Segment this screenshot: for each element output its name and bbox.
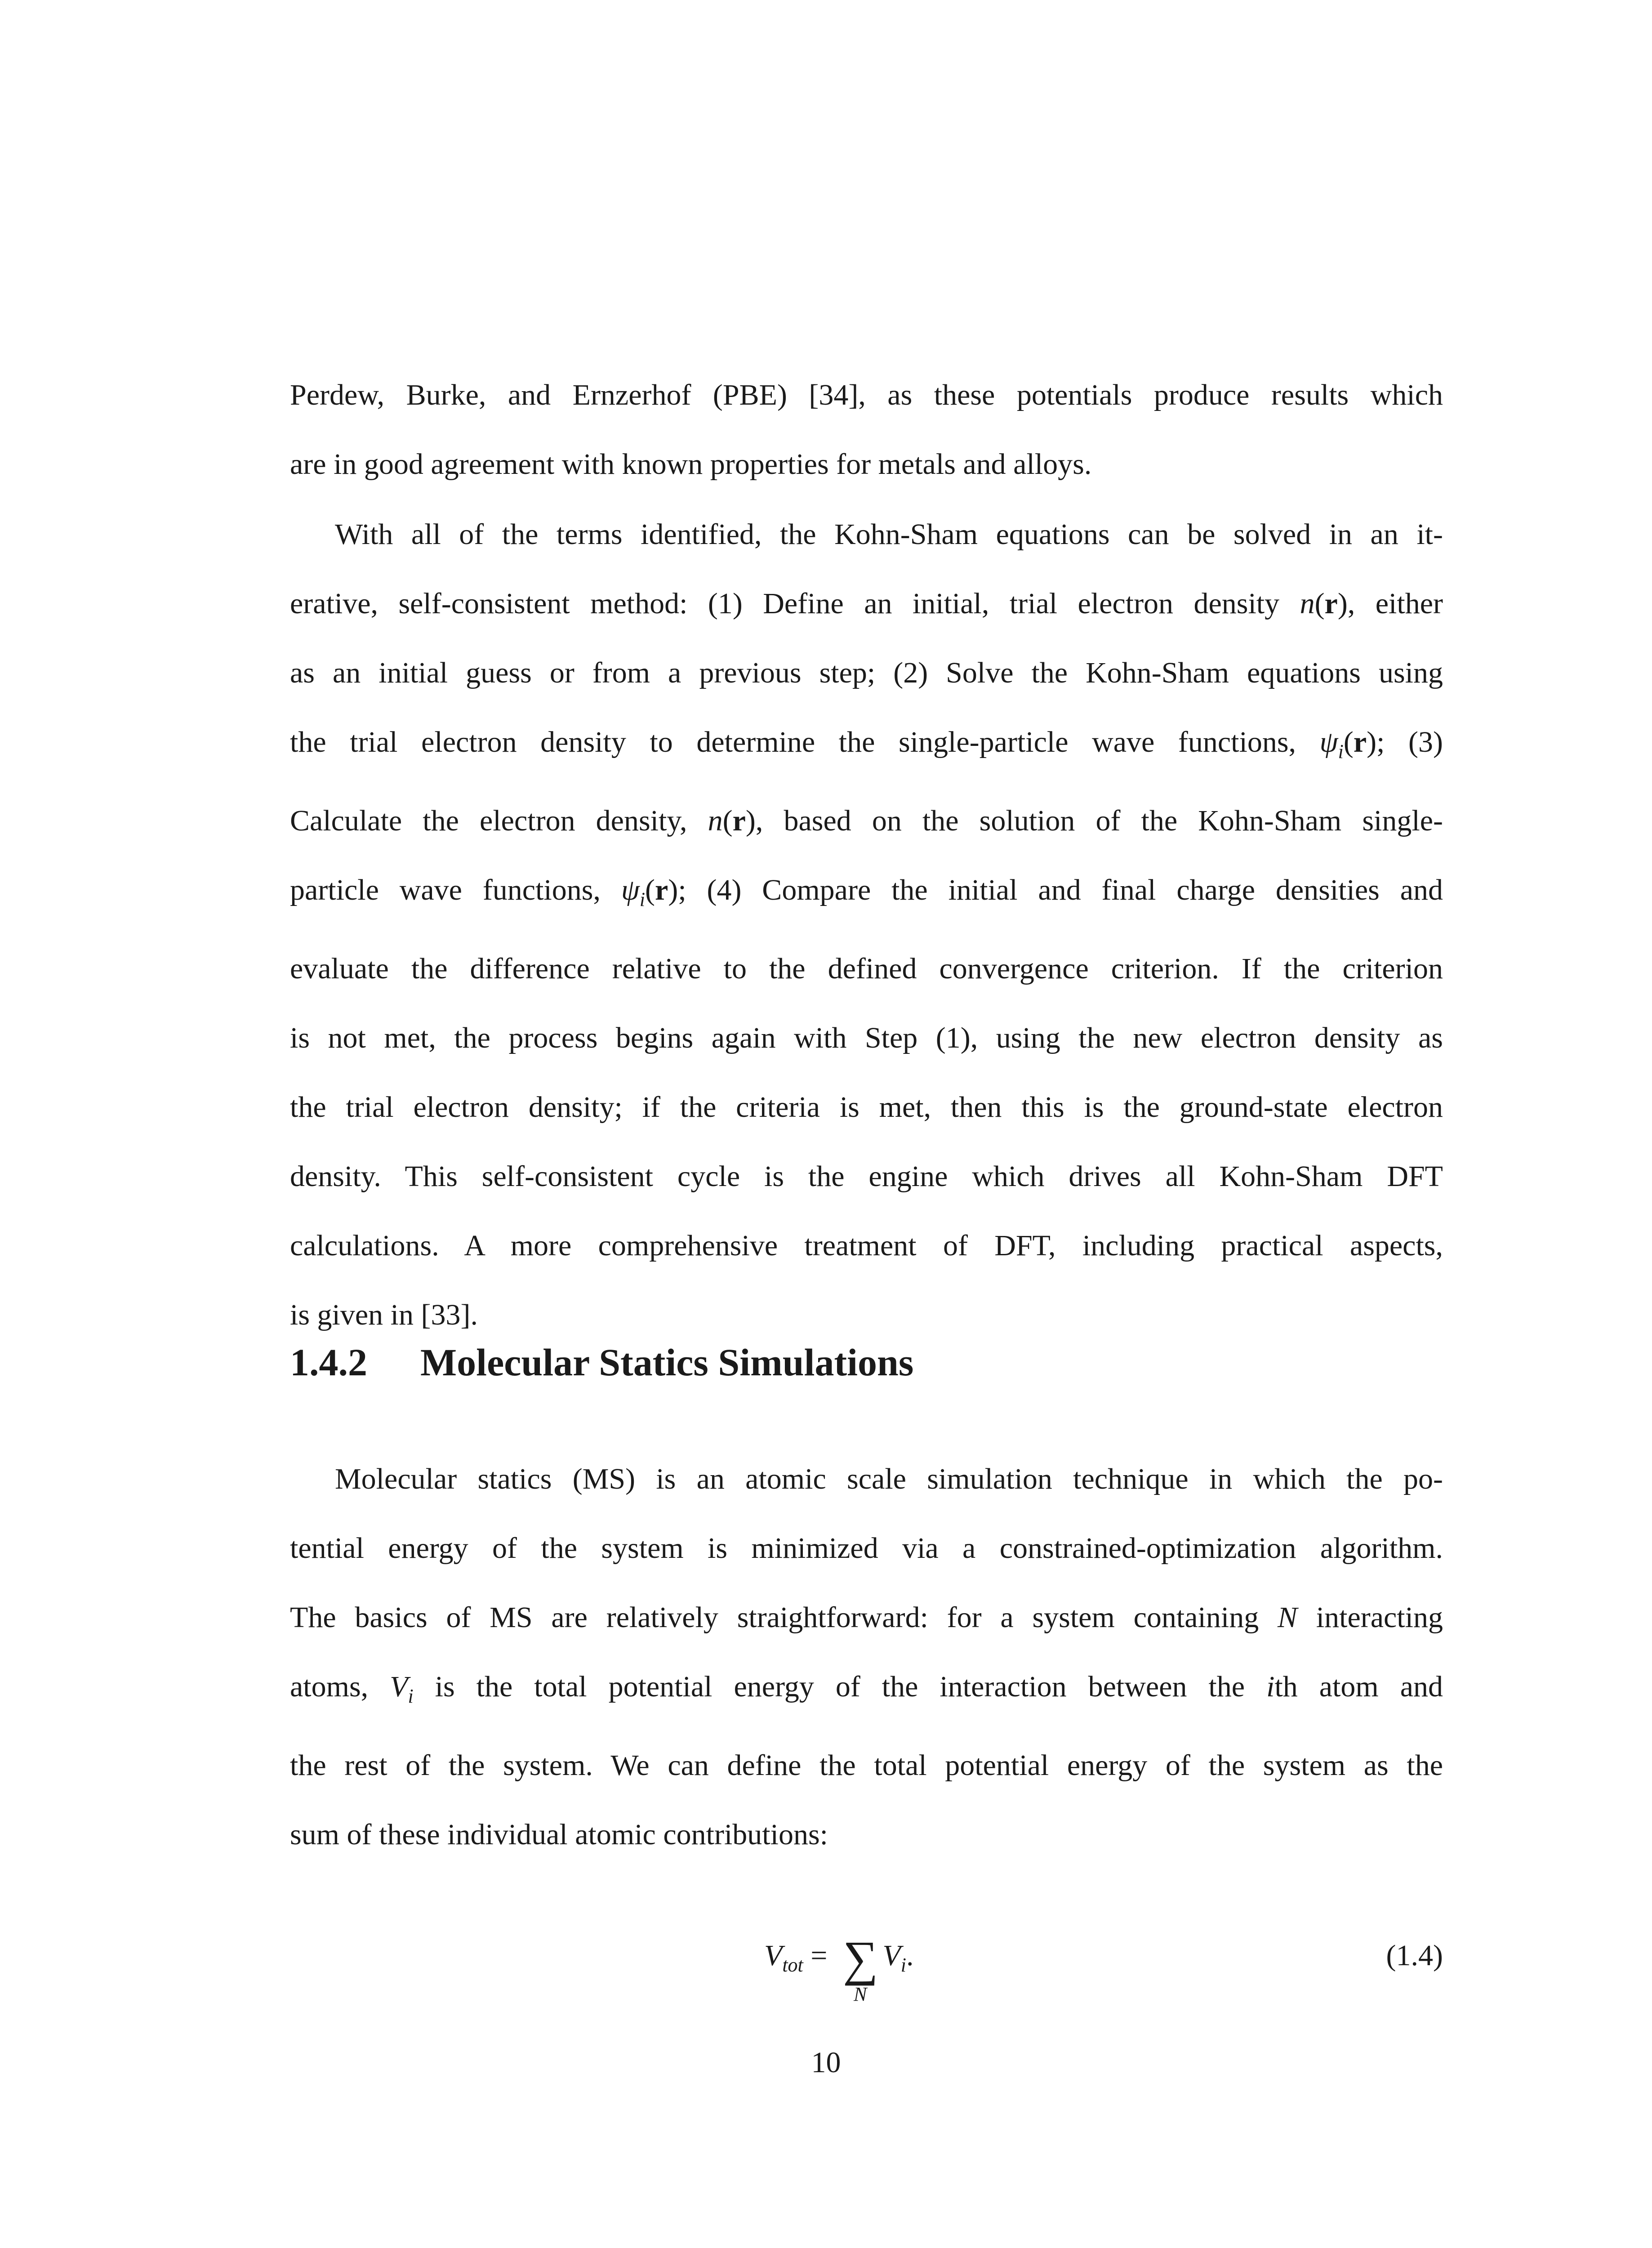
- paragraph-continuation: [290, 361, 1443, 499]
- text-line: erative, self-consistent method: (1) Define an initial, trial electron density n(r), either: [290, 587, 1443, 620]
- text-line: The basics of MS are relatively straightforward: for a system containing N interacting: [290, 1601, 1443, 1634]
- text-line: sum of these individual atomic contributions:: [290, 1818, 828, 1851]
- equation-1-4: [764, 1920, 1443, 2014]
- text-line: Molecular statics (MS) is an atomic scale simulation technique in which the po-: [335, 1463, 1443, 1495]
- equation-number: (1.4): [1386, 1939, 1443, 1972]
- text-line: evaluate the difference relative to the defined convergence criterion. If the criterion: [290, 952, 1443, 985]
- section-title: Molecular Statics Simulations: [420, 1341, 914, 1384]
- equation-lhs-subscript: tot: [782, 1954, 803, 1976]
- text-line: Calculate the electron density, n(r), based on the solution of the Kohn-Sham single-: [290, 804, 1443, 837]
- text-line: tential energy of the system is minimized via a constrained-optimization algorithm.: [290, 1532, 1443, 1565]
- equation-lhs-symbol: V: [764, 1939, 783, 1972]
- equation-rhs-symbol: V: [882, 1939, 901, 1972]
- text-line: the trial electron density; if the criteria is met, then this is the ground-state electron: [290, 1091, 1443, 1124]
- text-line: density. This self-consistent cycle is the engine which drives all Kohn-Sham DFT: [290, 1160, 1443, 1193]
- equation-rhs-subscript: i: [900, 1954, 906, 1976]
- section-number: 1.4.2: [290, 1341, 367, 1384]
- text-line: With all of the terms identified, the Kohn-Sham equations can be solved in an it-: [335, 518, 1443, 551]
- text-line: atoms, $V_i$ is the total potential energy of the interaction between the ith atom and: [290, 1670, 1443, 1707]
- text-line: is not met, the process begins again with Step (1), using the new electron density as: [290, 1021, 1443, 1054]
- equation-body: $V_{tot}$ = ∑ N $V_i$.: [764, 1931, 914, 2005]
- paragraph-kohn-sham-procedure: [290, 500, 1443, 1350]
- text-line: calculations. A more comprehensive treatment of DFT, including practical aspects,: [290, 1229, 1443, 1262]
- equation-equals: =: [810, 1939, 828, 1972]
- text-line: are in good agreement with known properties for metals and alloys.: [290, 448, 1092, 481]
- text-line: is given in [33].: [290, 1298, 478, 1331]
- text-line: the rest of the system. We can define the total potential energy of the system as the: [290, 1749, 1443, 1782]
- text-line: Perdew, Burke, and Ernzerhof (PBE) [34], as these potentials produce results which: [290, 379, 1443, 411]
- paragraph-molecular-statics: [290, 1445, 1443, 1869]
- text-line: as an initial guess or from a previous step; (2) Solve the Kohn-Sham equations using: [290, 656, 1443, 689]
- section-heading: [290, 1335, 913, 1389]
- text-line: the trial electron density to determine the single-particle wave functions, $\psi_i(r)$; (3): [290, 726, 1443, 763]
- summation-symbol: ∑ N: [843, 1931, 878, 2005]
- page-number: 10: [811, 2046, 841, 2079]
- summation-subscript: N: [854, 1983, 867, 2005]
- text-line: particle wave functions, $\psi_i(r)$; (4) Compare the initial and final charge densities and: [290, 874, 1443, 910]
